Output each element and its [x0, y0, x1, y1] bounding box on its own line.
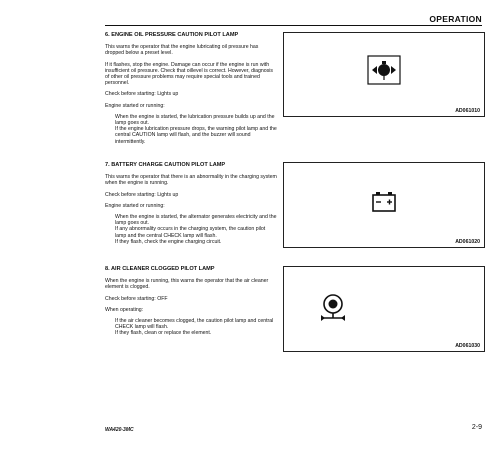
paragraph: This warns the operator that there is an abnormality in the charging system when the engine is running.: [105, 174, 277, 187]
oil-pressure-icon: [367, 55, 401, 85]
paragraph: Check before starting: Lights up: [105, 191, 179, 198]
page-header-title: OPERATION: [429, 14, 482, 24]
paragraph-line: If the air cleaner becomes clogged, the caution pilot lamp and central CHECK lamp will flash.: [115, 318, 274, 331]
figure-battery-charge: [283, 162, 485, 248]
figure-code: AD061010: [455, 108, 480, 114]
paragraph: Check before starting: OFF: [105, 295, 168, 302]
paragraph-line: If they flash, clean or replace the element.: [115, 330, 212, 337]
paragraph: [105, 114, 277, 145]
section-air-cleaner: [105, 266, 277, 342]
paragraph: When operating:: [105, 306, 144, 313]
figure-code: AD061020: [455, 239, 480, 245]
section-heading: 8. AIR CLEANER CLOGGED PILOT LAMP: [105, 266, 215, 272]
section-battery-charge: [105, 162, 277, 250]
paragraph: Engine started or running:: [105, 202, 165, 209]
header-rule: [105, 25, 482, 26]
paragraph: Engine started or running:: [105, 102, 165, 109]
paragraph: When the engine is running, this warns the operator that the air cleaner element is clogged.: [105, 278, 269, 291]
footer-model: WA420-3MC: [105, 427, 134, 433]
paragraph: If it flashes, stop the engine. Damage can occur if the engine is run with insufficient oil pressure. Check that oillevel is correct. However, diagnosis of other oil pressure problems may require special tools and trained personnel.: [105, 61, 273, 87]
section-oil-pressure: [105, 32, 277, 150]
paragraph: [105, 318, 277, 337]
section-heading: 6. ENGINE OIL PRESSURE CAUTION PILOT LAMP: [105, 32, 239, 38]
paragraph-line: When the engine is started, the lubrication pressure builds up and the lamp goes out.: [115, 113, 275, 127]
air-cleaner-icon: [318, 291, 348, 323]
section-heading: 7. BATTERY CHARGE CAUTION PILOT LAMP: [105, 162, 226, 168]
battery-icon: [372, 191, 396, 213]
paragraph: This warns the operator that the engine lubricating oil pressure has dropped below a preset level.: [105, 44, 259, 57]
page-number: 2-9: [471, 424, 482, 431]
paragraph: Check before starting: Lights up: [105, 91, 179, 98]
paragraph-line: When the engine is started, the alternator generates electricity and the lamp goes out.: [115, 214, 277, 227]
figure-air-cleaner: [283, 266, 485, 352]
figure-oil-pressure: [283, 32, 485, 117]
paragraph-line: If the engine lubrication pressure drops, the warning pilot lamp and the central CAUTION lamp will flash, and the buzzer will sound intermittently.: [115, 126, 277, 145]
paragraph-line: If they flash, check the engine charging circuit.: [115, 238, 222, 245]
paragraph: [105, 214, 277, 245]
paragraph-line: If any abnormality occurs in the charging system, the caution pilot lamp and the central CHECK lamp will flash.: [115, 226, 266, 239]
figure-code: AD061030: [455, 343, 480, 349]
